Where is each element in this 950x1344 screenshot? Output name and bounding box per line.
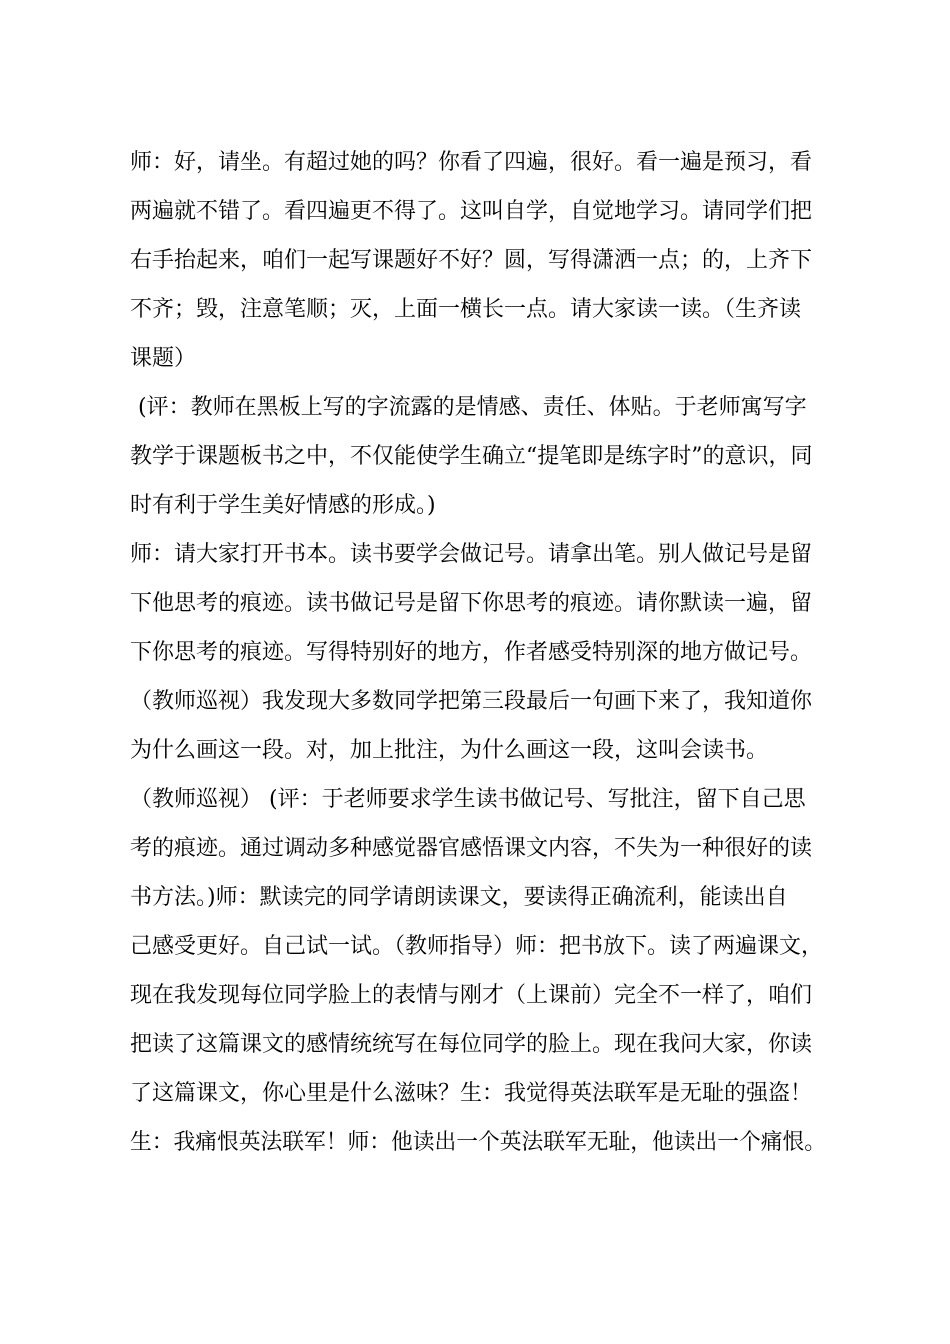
text-line-12: （教师巡视）我发现大多数同学把第三段最后一句画下来了，我知道你	[130, 689, 813, 714]
text-line-10: 下他思考的痕迹。读书做记号是留下你思考的痕迹。请你默读一遍，留	[130, 591, 813, 616]
text-line-16: 书方法。)师：默读完的同学请朗读课文，要读得正确流利，能读出自	[130, 885, 788, 910]
text-line-21: 生：我痛恨英法联军！师：他读出一个英法联军无耻，他读出一个痛恨。	[130, 1130, 826, 1155]
text-line-7: 教学于课题板书之中，不仅能使学生确立“提笔即是练字时”的意识，同	[130, 444, 813, 469]
text-line-13: 为什么画这一段。对，加上批注，为什么画这一段，这叫会读书。	[130, 738, 769, 763]
text-line-17: 己感受更好。自己试一试。（教师指导）师：把书放下。读了两遍课文，	[130, 934, 824, 959]
text-line-11: 下你思考的痕迹。写得特别好的地方，作者感受特别深的地方做记号。	[130, 640, 813, 665]
text-line-1: 师：好，请坐。有超过她的吗？你看了四遍，很好。看一遍是预习，看	[130, 150, 813, 175]
text-line-15: 考的痕迹。通过调动多种感觉器官感悟课文内容，不失为一种很好的读	[130, 836, 813, 861]
text-line-9: 师：请大家打开书本。读书要学会做记号。请拿出笔。别人做记号是留	[130, 542, 813, 567]
text-line-19: 把读了这篇课文的感情统统写在每位同学的脸上。现在我问大家，你读	[130, 1032, 813, 1057]
text-line-18: 现在我发现每位同学脸上的表情与刚才（上课前）完全不一样了，咱们	[130, 983, 813, 1008]
text-line-4: 不齐；毁，注意笔顺；灭，上面一横长一点。请大家读一读。（生齐读	[130, 297, 802, 322]
text-line-14: （教师巡视） (评：于老师要求学生读书做记号、写批注，留下自己思	[130, 787, 806, 812]
text-line-6: (评：教师在黑板上写的字流露的是情感、责任、体贴。于老师寓写字	[138, 395, 807, 420]
text-line-20: 了这篇课文，你心里是什么滋味？生：我觉得英法联军是无耻的强盗！	[130, 1081, 813, 1106]
text-line-3: 右手抬起来，咱们一起写课题好不好？圆，写得潇洒一点；的，上齐下	[130, 248, 813, 273]
text-line-5: 课题）	[130, 346, 197, 371]
text-line-8: 时有利于学生美好情感的形成。)	[130, 493, 436, 518]
text-line-2: 两遍就不错了。看四遍更不得了。这叫自学，自觉地学习。请同学们把	[130, 199, 813, 224]
document-page	[130, 138, 826, 1167]
